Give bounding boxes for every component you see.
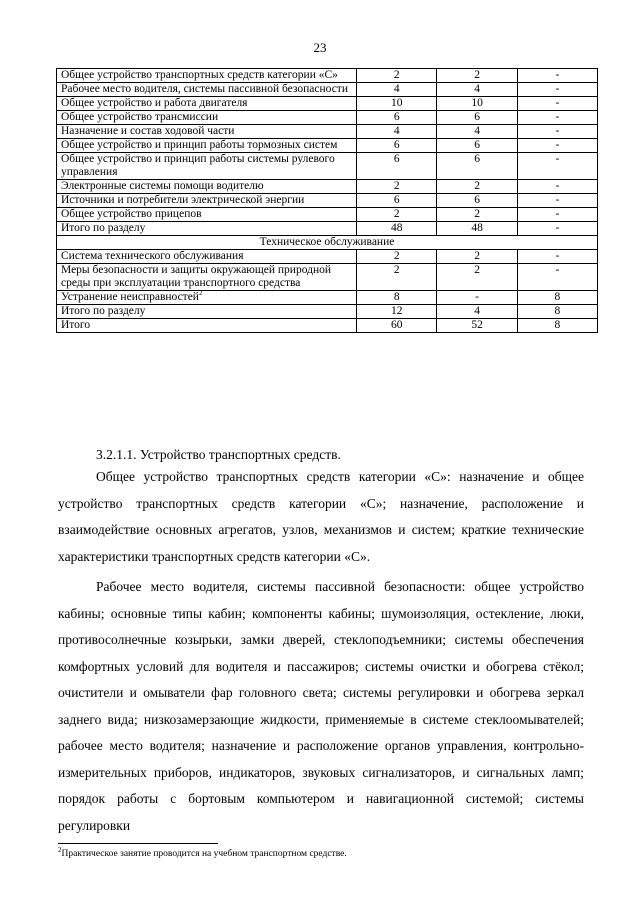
hours-practice-cell: 8 xyxy=(517,319,597,333)
topic-name-cell xyxy=(57,83,357,97)
hours-theory-cell: 2 xyxy=(437,250,517,264)
topic-name: Рабочее место водителя, системы пассивной безопасности xyxy=(61,83,348,95)
topic-name-cell xyxy=(57,319,357,333)
table-row xyxy=(57,139,598,153)
hours-practice-cell: - xyxy=(517,264,597,291)
topic-name-cell xyxy=(57,250,357,264)
hours-total-cell: 10 xyxy=(356,97,436,111)
table-row xyxy=(57,305,598,319)
hours-theory-cell: 4 xyxy=(437,305,517,319)
hours-practice-cell: - xyxy=(517,194,597,208)
hours-theory-cell: 6 xyxy=(437,153,517,180)
topic-name: Общее устройство прицепов xyxy=(61,208,202,220)
table-row xyxy=(57,69,598,83)
topic-name: Назначение и состав ходовой части xyxy=(61,125,235,137)
topic-name: Меры безопасности и защиты окружающей природной среды при эксплуатации транспортного средства xyxy=(61,264,332,289)
topic-name: Общее устройство и работа двигателя xyxy=(61,97,248,109)
hours-total-cell: 60 xyxy=(356,319,436,333)
hours-total-cell: 4 xyxy=(356,125,436,139)
table-row xyxy=(57,125,598,139)
footnote-reference: 2 xyxy=(198,289,203,298)
topic-name-cell xyxy=(57,291,357,305)
table-row xyxy=(57,236,598,250)
hours-theory-cell: 2 xyxy=(437,264,517,291)
hours-practice-cell: - xyxy=(517,222,597,236)
hours-practice-cell: - xyxy=(517,208,597,222)
hours-total-cell: 2 xyxy=(356,69,436,83)
hours-total-cell: 12 xyxy=(356,305,436,319)
footnote-text: Практическое занятие проводится на учебном транспортном средстве. xyxy=(61,849,347,859)
table-section-header-row xyxy=(57,236,598,250)
hours-total-cell: 8 xyxy=(356,291,436,305)
hours-theory-cell: 4 xyxy=(437,125,517,139)
topic-name-cell xyxy=(57,139,357,153)
hours-theory-cell: 4 xyxy=(437,83,517,97)
topic-name: Общее устройство и принцип работы системы рулевого управления xyxy=(61,153,335,178)
hours-practice-cell: - xyxy=(517,69,597,83)
hours-total-cell: 2 xyxy=(356,264,436,291)
hours-theory-cell: 2 xyxy=(437,180,517,194)
hours-practice-cell: 8 xyxy=(517,305,597,319)
table-row xyxy=(57,264,598,291)
page-number: 23 xyxy=(313,40,327,55)
table-row xyxy=(57,97,598,111)
topic-name-cell xyxy=(57,222,357,236)
topic-name-cell xyxy=(57,180,357,194)
hours-practice-cell: - xyxy=(517,125,597,139)
hours-total-cell: 2 xyxy=(356,208,436,222)
footnote-divider xyxy=(58,843,218,844)
topic-name: Общее устройство и принцип работы тормозных систем xyxy=(61,139,338,151)
table-row xyxy=(57,291,598,305)
hours-practice-cell: 8 xyxy=(517,291,597,305)
hours-theory-cell: - xyxy=(437,291,517,305)
table-row xyxy=(57,153,598,180)
hours-practice-cell: - xyxy=(517,153,597,180)
hours-total-cell: 2 xyxy=(356,180,436,194)
hours-practice-cell: - xyxy=(517,83,597,97)
hours-theory-cell: 6 xyxy=(437,111,517,125)
table-row xyxy=(57,111,598,125)
hours-theory-cell: 10 xyxy=(437,97,517,111)
topic-name-cell xyxy=(57,264,357,291)
topic-name: Система технического обслуживания xyxy=(61,250,244,262)
topic-name: Итого по разделу xyxy=(61,222,146,234)
curriculum-table xyxy=(56,68,598,333)
hours-practice-cell: - xyxy=(517,111,597,125)
hours-total-cell: 6 xyxy=(356,139,436,153)
hours-theory-cell: 2 xyxy=(437,69,517,83)
topic-name-cell xyxy=(57,111,357,125)
topic-name: Общее устройство транспортных средств категории «С» xyxy=(61,69,338,81)
topic-name: Источники и потребители электрической энергии xyxy=(61,194,305,206)
hours-total-cell: 6 xyxy=(356,194,436,208)
topic-name: Итого xyxy=(61,319,91,331)
hours-theory-cell: 6 xyxy=(437,139,517,153)
hours-total-cell: 4 xyxy=(356,83,436,97)
section-header-maintenance: Техническое обслуживание xyxy=(57,236,598,250)
topic-name-cell xyxy=(57,125,357,139)
topic-name: Электронные системы помощи водителю xyxy=(61,180,264,192)
hours-total-cell: 2 xyxy=(356,250,436,264)
hours-practice-cell: - xyxy=(517,97,597,111)
hours-practice-cell: - xyxy=(517,139,597,153)
table-row xyxy=(57,222,598,236)
footnote xyxy=(58,845,347,859)
hours-practice-cell: - xyxy=(517,250,597,264)
topic-name: Итого по разделу xyxy=(61,305,146,317)
hours-total-cell: 48 xyxy=(356,222,436,236)
footnote-mark: 2 xyxy=(58,845,62,854)
hours-practice-cell: - xyxy=(517,180,597,194)
topic-name-cell xyxy=(57,194,357,208)
table-row xyxy=(57,319,598,333)
topic-name-cell xyxy=(57,208,357,222)
hours-theory-cell: 2 xyxy=(437,208,517,222)
paragraph-driver-workplace: Рабочее место водителя, системы пассивной безопасности: общее устройство кабины; основные типы кабин; компоненты кабины; шумоизоляция, остекление, люки, противосолнечные козырьки, замки дверей, стеклоподъемники; системы обеспечения комфортных условий для водителя и пассажиров; системы очистки и обогрева стёкол; очистители и омыватели фар головного света; системы регулировки и обогрева зеркал заднего вида; низкозамерзающие жидкости, применяемые в системе стеклоомывателей; рабочее место водителя; назначение и расположение органов управления, контрольно-измерительных приборов, индикаторов, звуковых сигнализаторов, и сигнальных ламп; порядок работы с бортовым компьютером и навигационной системой; системы регулировки xyxy=(58,579,584,833)
table-row xyxy=(57,83,598,97)
hours-total-cell: 6 xyxy=(356,111,436,125)
section-subheading: 3.2.1.1. Устройство транспортных средств. xyxy=(96,447,341,462)
table-row xyxy=(57,208,598,222)
topic-name: Устранение неисправностей xyxy=(61,291,199,303)
topic-name-cell xyxy=(57,97,357,111)
paragraph-general-structure: Общее устройство транспортных средств категории «С»: назначение и общее устройство транспортных средств категории «С»; назначение, расположение и взаимодействие основных агрегатов, узлов, механизмов и систем; краткие технические характеристики транспортных средств категории «С». xyxy=(58,469,584,564)
hours-theory-cell: 48 xyxy=(437,222,517,236)
topic-name-cell xyxy=(57,69,357,83)
table-row xyxy=(57,194,598,208)
topic-name-cell xyxy=(57,153,357,180)
hours-total-cell: 6 xyxy=(356,153,436,180)
table-row xyxy=(57,250,598,264)
hours-theory-cell: 6 xyxy=(437,194,517,208)
topic-name: Общее устройство трансмиссии xyxy=(61,111,219,123)
hours-theory-cell: 52 xyxy=(437,319,517,333)
table-body-vehicle-structure xyxy=(57,69,598,236)
table-row xyxy=(57,180,598,194)
topic-name-cell xyxy=(57,305,357,319)
table-body-maintenance xyxy=(57,250,598,333)
